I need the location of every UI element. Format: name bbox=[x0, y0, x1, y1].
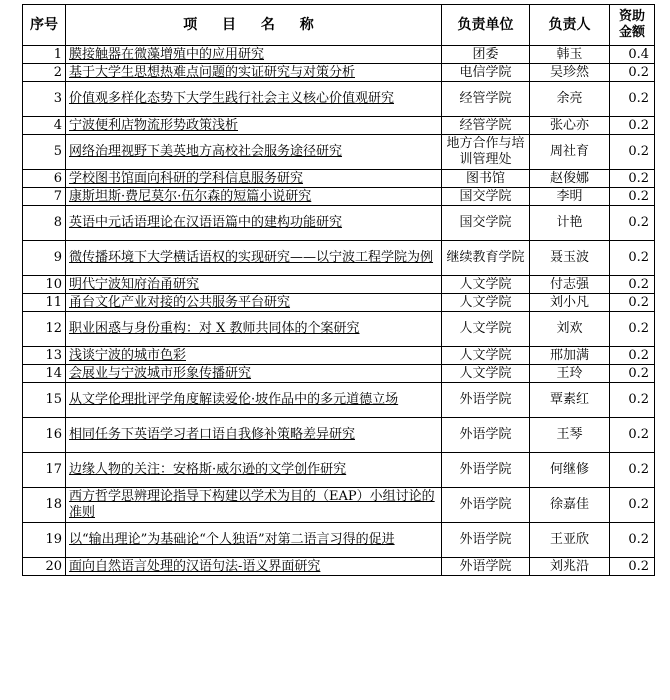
row-number: 18 bbox=[23, 488, 66, 523]
funding-amount: 0.2 bbox=[610, 170, 655, 188]
project-title: 浅谈宁波的城市色彩 bbox=[66, 347, 442, 365]
row-number: 19 bbox=[23, 523, 66, 558]
row-number: 10 bbox=[23, 276, 66, 294]
table-row bbox=[23, 82, 655, 117]
responsible-unit: 国交学院 bbox=[442, 206, 530, 241]
project-title: 边缘人物的关注：安格斯·威尔逊的文学创作研究 bbox=[66, 453, 442, 488]
header-row bbox=[23, 5, 655, 46]
funding-amount: 0.2 bbox=[610, 418, 655, 453]
funding-amount: 0.2 bbox=[610, 453, 655, 488]
table-row bbox=[23, 294, 655, 312]
funding-amount: 0.2 bbox=[610, 488, 655, 523]
responsible-unit: 人文学院 bbox=[442, 294, 530, 312]
project-leader: 余亮 bbox=[530, 82, 610, 117]
project-leader: 邢加满 bbox=[530, 347, 610, 365]
table-row bbox=[23, 523, 655, 558]
funding-amount: 0.2 bbox=[610, 347, 655, 365]
project-leader: 王玲 bbox=[530, 365, 610, 383]
table-row bbox=[23, 365, 655, 383]
responsible-unit: 图书馆 bbox=[442, 170, 530, 188]
row-number: 15 bbox=[23, 383, 66, 418]
responsible-unit: 人文学院 bbox=[442, 365, 530, 383]
responsible-unit: 外语学院 bbox=[442, 523, 530, 558]
funding-amount: 0.2 bbox=[610, 117, 655, 135]
row-number: 12 bbox=[23, 312, 66, 347]
header-unit: 负责单位 bbox=[442, 5, 530, 46]
project-leader: 韩玉 bbox=[530, 46, 610, 64]
responsible-unit: 经管学院 bbox=[442, 82, 530, 117]
row-number: 16 bbox=[23, 418, 66, 453]
funding-amount: 0.2 bbox=[610, 523, 655, 558]
responsible-unit: 外语学院 bbox=[442, 418, 530, 453]
project-leader: 吴珍然 bbox=[530, 64, 610, 82]
table-row bbox=[23, 117, 655, 135]
header-title: 项 目 名 称 bbox=[66, 5, 442, 46]
table-row bbox=[23, 453, 655, 488]
project-leader: 徐嘉佳 bbox=[530, 488, 610, 523]
responsible-unit: 地方合作与培训管理处 bbox=[442, 135, 530, 170]
responsible-unit: 经管学院 bbox=[442, 117, 530, 135]
row-number: 9 bbox=[23, 241, 66, 276]
table-row bbox=[23, 64, 655, 82]
table-row bbox=[23, 206, 655, 241]
responsible-unit: 人文学院 bbox=[442, 347, 530, 365]
project-title: 膜接触器在微藻增殖中的应用研究 bbox=[66, 46, 442, 64]
project-title: 相同任务下英语学习者口语自我修补策略差异研究 bbox=[66, 418, 442, 453]
row-number: 17 bbox=[23, 453, 66, 488]
funding-amount: 0.2 bbox=[610, 241, 655, 276]
project-leader: 张心亦 bbox=[530, 117, 610, 135]
row-number: 5 bbox=[23, 135, 66, 170]
project-leader: 刘小凡 bbox=[530, 294, 610, 312]
row-number: 20 bbox=[23, 558, 66, 576]
table-row bbox=[23, 135, 655, 170]
table-row bbox=[23, 347, 655, 365]
responsible-unit: 外语学院 bbox=[442, 453, 530, 488]
funding-amount: 0.4 bbox=[610, 46, 655, 64]
project-leader: 刘兆沿 bbox=[530, 558, 610, 576]
project-funding-table bbox=[22, 4, 655, 576]
table-row bbox=[23, 383, 655, 418]
responsible-unit: 继续教育学院 bbox=[442, 241, 530, 276]
responsible-unit: 团委 bbox=[442, 46, 530, 64]
row-number: 8 bbox=[23, 206, 66, 241]
project-title: 学校图书馆面向科研的学科信息服务研究 bbox=[66, 170, 442, 188]
project-leader: 付志强 bbox=[530, 276, 610, 294]
project-leader: 赵俊娜 bbox=[530, 170, 610, 188]
row-number: 2 bbox=[23, 64, 66, 82]
table-row bbox=[23, 276, 655, 294]
project-title: 明代宁波知府治甬研究 bbox=[66, 276, 442, 294]
row-number: 3 bbox=[23, 82, 66, 117]
project-leader: 王亚欣 bbox=[530, 523, 610, 558]
row-number: 13 bbox=[23, 347, 66, 365]
funding-amount: 0.2 bbox=[610, 294, 655, 312]
project-leader: 刘欢 bbox=[530, 312, 610, 347]
project-leader: 计艳 bbox=[530, 206, 610, 241]
responsible-unit: 人文学院 bbox=[442, 276, 530, 294]
responsible-unit: 国交学院 bbox=[442, 188, 530, 206]
project-leader: 周社育 bbox=[530, 135, 610, 170]
project-leader: 王琴 bbox=[530, 418, 610, 453]
project-title: 甬台文化产业对接的公共服务平台研究 bbox=[66, 294, 442, 312]
project-leader: 何继修 bbox=[530, 453, 610, 488]
row-number: 6 bbox=[23, 170, 66, 188]
table-row bbox=[23, 312, 655, 347]
table-row bbox=[23, 46, 655, 64]
header-amount: 资助 金额 bbox=[610, 5, 655, 46]
funding-amount: 0.2 bbox=[610, 276, 655, 294]
row-number: 11 bbox=[23, 294, 66, 312]
funding-amount: 0.2 bbox=[610, 206, 655, 241]
table-row bbox=[23, 188, 655, 206]
table-row bbox=[23, 170, 655, 188]
project-title: 宁波便利店物流形势政策浅析 bbox=[66, 117, 442, 135]
project-title: 从文学伦理批评学角度解读爱伦·坡作品中的多元道德立场 bbox=[66, 383, 442, 418]
funding-amount: 0.2 bbox=[610, 82, 655, 117]
project-title: 会展业与宁波城市形象传播研究 bbox=[66, 365, 442, 383]
project-title: 网络治理视野下美英地方高校社会服务途径研究 bbox=[66, 135, 442, 170]
responsible-unit: 外语学院 bbox=[442, 488, 530, 523]
project-title: 以“输出理论”为基础论“个人独语”对第二语言习得的促进 bbox=[66, 523, 442, 558]
project-title: 职业困惑与身份重构：对 X 教师共同体的个案研究 bbox=[66, 312, 442, 347]
header-lead: 负责人 bbox=[530, 5, 610, 46]
project-title: 英语中元话语理论在汉语语篇中的建构功能研究 bbox=[66, 206, 442, 241]
project-title: 康斯坦斯·费尼莫尔·伍尔森的短篇小说研究 bbox=[66, 188, 442, 206]
funding-amount: 0.2 bbox=[610, 188, 655, 206]
row-number: 1 bbox=[23, 46, 66, 64]
funding-amount: 0.2 bbox=[610, 135, 655, 170]
project-leader: 覃素红 bbox=[530, 383, 610, 418]
project-title: 面向自然语言处理的汉语句法-语义界面研究 bbox=[66, 558, 442, 576]
project-title: 基于大学生思想热难点问题的实证研究与对策分析 bbox=[66, 64, 442, 82]
header-no: 序号 bbox=[23, 5, 66, 46]
table-row bbox=[23, 241, 655, 276]
project-title: 西方哲学思辨理论指导下构建以学术为目的（EAP）小组讨论的准则 bbox=[66, 488, 442, 523]
funding-amount: 0.2 bbox=[610, 383, 655, 418]
table-row bbox=[23, 558, 655, 576]
table-row bbox=[23, 488, 655, 523]
row-number: 4 bbox=[23, 117, 66, 135]
responsible-unit: 人文学院 bbox=[442, 312, 530, 347]
project-leader: 李明 bbox=[530, 188, 610, 206]
responsible-unit: 外语学院 bbox=[442, 383, 530, 418]
project-leader: 聂玉波 bbox=[530, 241, 610, 276]
project-title: 价值观多样化态势下大学生践行社会主义核心价值观研究 bbox=[66, 82, 442, 117]
project-title: 微传播环境下大学横话语权的实现研究——以宁波工程学院为例 bbox=[66, 241, 442, 276]
funding-amount: 0.2 bbox=[610, 64, 655, 82]
funding-amount: 0.2 bbox=[610, 365, 655, 383]
table-row bbox=[23, 418, 655, 453]
row-number: 14 bbox=[23, 365, 66, 383]
responsible-unit: 电信学院 bbox=[442, 64, 530, 82]
funding-amount: 0.2 bbox=[610, 312, 655, 347]
funding-amount: 0.2 bbox=[610, 558, 655, 576]
responsible-unit: 外语学院 bbox=[442, 558, 530, 576]
row-number: 7 bbox=[23, 188, 66, 206]
